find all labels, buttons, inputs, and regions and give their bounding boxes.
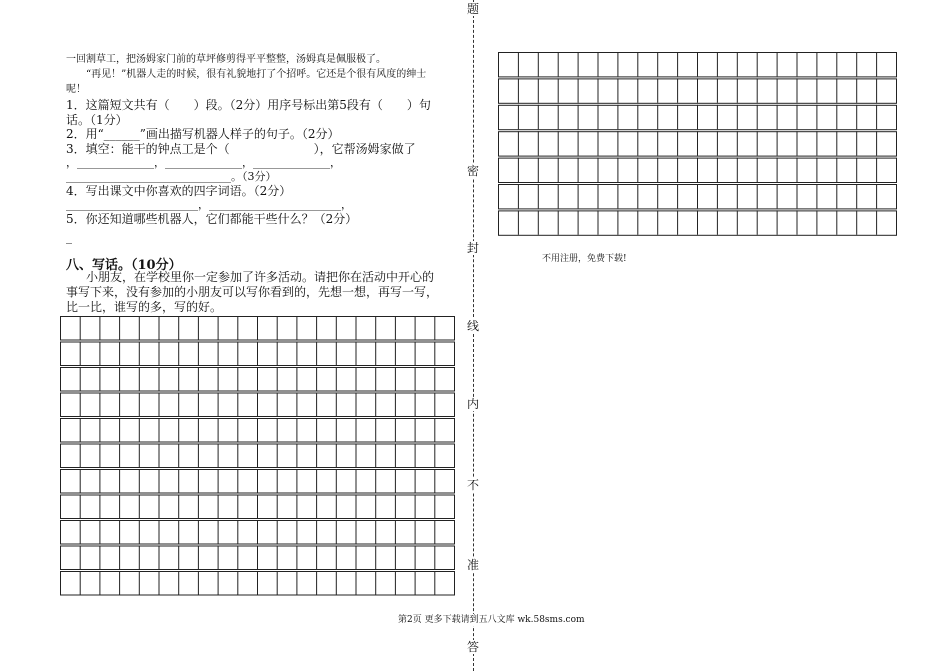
writing-grid-right[interactable] (498, 52, 898, 238)
seal-char-mi: 密 (466, 164, 479, 178)
seal-char-bu: 不 (466, 478, 479, 492)
page-footer: 第2页 更多下载请到五八文库 wk.58sms.com (398, 615, 585, 625)
story-line-1: 一回割草工，把汤姆家门前的草坪修剪得平平整整，汤姆真是佩服极了。 (66, 54, 386, 65)
section-8-line-2: 事写下来，没有参加的小朋友可以写你看到的，先想一想，再写一写， (66, 285, 439, 299)
story-line-2: “再见！”机器人走的时候，很有礼貌地打了个招呼。它还是个很有风度的绅士 (86, 69, 427, 80)
seal-char-zhun: 准 (466, 558, 479, 572)
section-8-title: 八、写话。（10分） (66, 258, 182, 273)
seal-char-nei: 内 (466, 397, 479, 411)
seal-char-da: 答 (466, 640, 479, 654)
seal-char-ti: 题 (466, 2, 479, 16)
section-8-line-3: 比一比，谁写的多，写的好。 (66, 300, 223, 314)
free-download-note: 不用注册，免费下载! (542, 254, 627, 264)
story-line-3: 呢！ (66, 84, 86, 95)
question-5: 5．你还知道哪些机器人，它们都能干些什么？（2分） (66, 212, 358, 226)
seal-char-feng: 封 (466, 241, 479, 255)
question-4: 4．写出课文中你喜欢的四字词语。（2分） (66, 184, 292, 198)
question-3-blanks-2: ______________________________。（3分） (66, 170, 277, 183)
question-5-mark: _ (66, 230, 72, 244)
question-4-blanks: ________________________，________________________， (66, 198, 352, 211)
seal-char-xian: 线 (466, 319, 479, 333)
writing-grid-left[interactable] (60, 316, 458, 598)
question-2: 2．用“______”画出描写机器人样子的句子。（2分） (66, 127, 340, 141)
question-1-cont: 话。（1分） (66, 113, 128, 127)
question-3-blanks: ，______________，______________，______________， (66, 156, 341, 169)
section-8-line-1: 小朋友，在学校里你一定参加了许多活动。请把你在活动中开心的 (86, 270, 435, 284)
question-1: 1．这篇短文共有（ ）段。（2分）用序号标出第5段有（ ）句 (66, 98, 431, 112)
question-3: 3．填空：能干的钟点工是个（ ），它帮汤姆家做了 (66, 142, 416, 156)
